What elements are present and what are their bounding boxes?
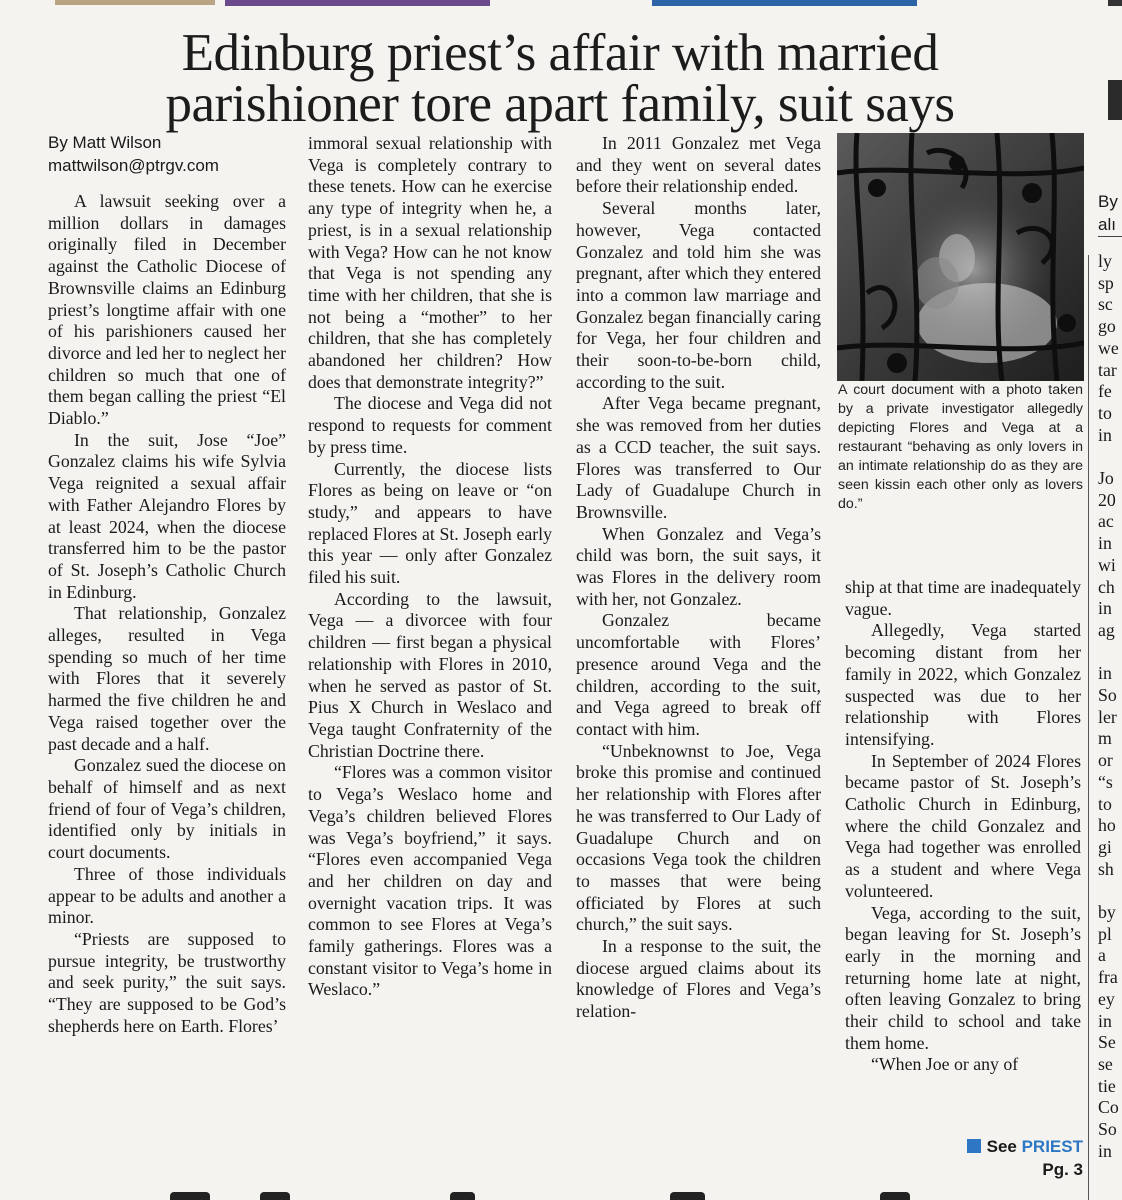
column-4 <box>845 577 1081 1076</box>
text-fragment: to <box>1098 402 1112 423</box>
next-headline-cutoff <box>150 1186 1050 1200</box>
text-fragment: in <box>1098 533 1112 554</box>
adjacent-byline <box>1098 190 1122 237</box>
jump-page: Pg. 3 <box>1042 1160 1083 1179</box>
strip-tan <box>55 0 215 5</box>
adjacent-byline-line: By <box>1098 192 1118 211</box>
headline-line-1: Edinburg priest’s affair with married <box>181 24 939 82</box>
paragraph: That relationship, Gonzalez alleges, resulted in Vega spending so much of her time with Flores that it severely harmed the five children he and Vega raised together over the past decade and a half. <box>48 603 286 754</box>
paragraph: immoral sexual relationship with Vega is completely contrary to these tenets. How can he exercise any type of integrity when he, a priest, is in a sexual relationship with Vega? How can he not know that Vega is not spending any time with her children, that she is not being a “mother” to her children, that she has completely abandoned her children? How does that demonstrate integrity?” <box>308 133 552 392</box>
paragraph: “Unbeknownst to Joe, Vega broke this promise and continued her relationship with Flores after he was transferred to Our Lady of Guadalupe Church and on occasions Vega took the children to masses that were being officiated by Flores at such church,” the suit says. <box>576 740 821 935</box>
paragraph: When Gonzalez and Vega’s child was born, the suit says, it was Flores in the delivery room with her, not Gonzalez. <box>576 523 821 609</box>
adjacent-byline-line: alı <box>1098 215 1116 234</box>
text-fragment: in <box>1098 1140 1112 1161</box>
paragraph: Gonzalez sued the diocese on behalf of himself and as next friend of four of Vega’s children, identified only by initials in court documents. <box>48 755 286 863</box>
text-fragment: in <box>1098 598 1112 619</box>
adjacent-text-block <box>1098 251 1122 1162</box>
text-fragment: Jo <box>1098 468 1114 489</box>
byline-author: By Matt Wilson <box>48 133 162 152</box>
text-fragment: gi <box>1098 836 1112 857</box>
text-fragment: ag <box>1098 619 1115 640</box>
column-1 <box>48 131 286 1037</box>
text-fragment: we <box>1098 337 1119 358</box>
strip-dark <box>1108 0 1122 6</box>
adjacent-headline-fragment <box>1108 80 1122 120</box>
paragraph: “Priests are supposed to pursue integrity, be trustworthy and seek purity,” the suit says. “They are supposed to be God’s shepherds here on Earth. Flores’ <box>48 928 286 1036</box>
text-fragment: se <box>1098 1053 1113 1074</box>
court-document-photo <box>837 133 1084 381</box>
paragraph: In 2011 Gonzalez met Vega and they went on several dates before their relationship ended. <box>576 133 821 197</box>
text-fragment: fra <box>1098 967 1118 988</box>
paragraph: The diocese and Vega did not respond to requests for comment by press time. <box>308 393 552 457</box>
text-fragment: in <box>1098 663 1112 684</box>
photo-caption: A court document with a photo taken by a private investigator allegedly depicting Flores and Vega at a restaurant “behaving as only lovers in an intimate relationship do as they are seen kissin each other only as lovers do.” <box>838 382 1083 512</box>
text-fragment: tie <box>1098 1075 1116 1096</box>
text-fragment: ler <box>1098 706 1117 727</box>
square-bullet-icon <box>967 1139 981 1153</box>
paragraph: In a response to the suit, the diocese argued claims about its knowledge of Flores and Vega’s relation- <box>576 936 821 1022</box>
paragraph: After Vega became pregnant, she was removed from her duties as a CCD teacher, the suit says. Flores was transferred to Our Lady of Guadalupe Church in Brownsville. <box>576 393 821 522</box>
paragraph: According to the lawsuit, Vega — a divorcee with four children — first began a physical relationship with Flores in 2010, when he served as pastor of St. Pius X Church in Weslaco and Vega taught Confraternity of the Christian Doctrine there. <box>308 588 552 761</box>
column-2 <box>308 133 552 1001</box>
text-fragment: ey <box>1098 988 1115 1009</box>
column-3 <box>576 133 821 1023</box>
paragraph: Gonzalez became uncomfortable with Flores’ presence around Vega and the children, according to the suit, and Vega agreed to break off contact with him. <box>576 610 821 739</box>
text-fragment: ly <box>1098 251 1112 271</box>
text-fragment: ch <box>1098 576 1115 597</box>
strip-purple <box>225 0 490 6</box>
jump-target: PRIEST <box>1021 1137 1083 1156</box>
text-fragment: or <box>1098 750 1113 771</box>
adjacent-article-column <box>1098 190 1122 1162</box>
photo-image <box>837 133 1084 381</box>
paragraph: Several months later, however, Vega contacted Gonzalez and told him she was pregnant, after which they entered into a common law marriage and Gonzalez began financially caring for Vega, her four children and their soon-to-be-born child, according to the suit. <box>576 198 821 392</box>
text-fragment: So <box>1098 685 1117 706</box>
paragraph: “Flores was a common visitor to Vega’s Weslaco home and Vega’s children believed Flores was Vega’s boyfriend,” it says. “Flores even accompanied Vega and her children on day and overnight vacation trips. It was common to see Flores at Vega’s family gatherings. Flores was a constant visitor to Vega’s home in Weslaco.” <box>308 762 552 1000</box>
text-fragment: 20 <box>1098 489 1116 510</box>
paragraph: A lawsuit seeking over a million dollars in damages originally filed in December against the Catholic Diocese of Brownsville claims an Edinburg priest’s longtime affair with one of his parishioners caused her divorce and led her to neglect her children so much that one of them began calling the priest “El Diablo.” <box>48 191 286 429</box>
text-fragment: in <box>1098 424 1112 445</box>
paragraph: ship at that time are inadequately vague. <box>845 577 1081 619</box>
paragraph: Vega, according to the suit, began leaving for St. Joseph’s early in the morning and returning home late at night, often leaving Gonzalez to bring their child to school and take them home. <box>845 902 1081 1053</box>
text-fragment: So <box>1098 1119 1117 1140</box>
text-fragment: Co <box>1098 1097 1119 1118</box>
text-fragment: fe <box>1098 381 1112 402</box>
text-fragment: go <box>1098 316 1116 337</box>
strip-blue <box>652 0 917 6</box>
jump-line[interactable] <box>958 1136 1083 1182</box>
top-color-strip <box>0 0 1122 8</box>
text-fragment: ac <box>1098 511 1114 532</box>
headline <box>60 24 1060 133</box>
text-fragment: Se <box>1098 1032 1116 1053</box>
paragraph: In September of 2024 Flores became pastor of St. Joseph’s Catholic Church in Edinburg, where the child Gonzalez and Vega had together was enrolled as a student and where Vega volunteered. <box>845 750 1081 901</box>
byline-email[interactable]: mattwilson@ptrgv.com <box>48 156 219 175</box>
headline-line-2: parishioner tore apart family, suit says <box>165 75 955 133</box>
byline <box>48 131 286 177</box>
paragraph: Three of those individuals appear to be adults and another a minor. <box>48 863 286 928</box>
text-fragment: “s <box>1098 771 1113 792</box>
text-fragment: to <box>1098 793 1112 814</box>
paragraph: In the suit, Jose “Joe” Gonzalez claims his wife Sylvia Vega reignited a sexual affair with Father Alejandro Flores by at least 2024, when the diocese transferred him to be the pastor of St. Joseph’s Catholic Church in Edinburg. <box>48 429 286 602</box>
text-fragment: m <box>1098 728 1112 749</box>
text-fragment: wi <box>1098 554 1116 575</box>
text-fragment: sc <box>1098 294 1113 315</box>
paragraph: Currently, the diocese lists Flores as being on leave or “on study,” and appears to have replaced Flores at St. Joseph early this year — only after Gonzalez filed his suit. <box>308 458 552 588</box>
paragraph: Allegedly, Vega started becoming distant from her family in 2022, which Gonzalez suspected was due to her relationship with Flores intensifying. <box>845 620 1081 749</box>
jump-see: See <box>986 1137 1017 1156</box>
text-fragment: ho <box>1098 815 1116 836</box>
text-fragment: by <box>1098 902 1116 923</box>
text-fragment: in <box>1098 1010 1112 1031</box>
text-fragment: sp <box>1098 272 1114 293</box>
paragraph: “When Joe or any of <box>871 1054 1019 1075</box>
text-fragment: a <box>1098 945 1106 966</box>
text-fragment: pl <box>1098 923 1112 944</box>
text-fragment: sh <box>1098 858 1114 879</box>
text-fragment: tar <box>1098 359 1117 380</box>
column-rule <box>1088 255 1089 1200</box>
